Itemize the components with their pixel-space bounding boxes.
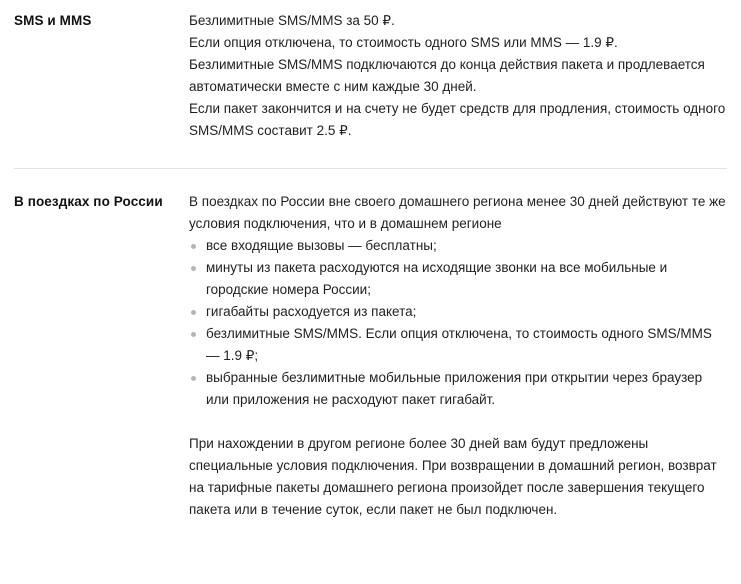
section-title-travel-russia: В поездках по России bbox=[14, 194, 163, 209]
paragraph: Если пакет закончится и на счету не будет средств для продления, стоимость одного SMS/MMS составит 2.5 ₽. bbox=[189, 101, 726, 138]
list-item: выбранные безлимитные мобильные приложения при открытии через браузер или приложения не расходуют пакет гигабайт. bbox=[189, 367, 727, 411]
conditions-list bbox=[189, 235, 727, 411]
section-body-travel-russia bbox=[189, 191, 727, 521]
section-sms-mms bbox=[14, 10, 727, 142]
paragraph: Если опция отключена, то стоимость одного SMS или MMS — 1.9 ₽. bbox=[189, 35, 618, 50]
paragraph-intro: В поездках по России вне своего домашнего региона менее 30 дней действуют те же условия подключения, что и в домашнем регионе bbox=[189, 194, 726, 231]
section-divider bbox=[14, 168, 727, 169]
section-title-sms-mms: SMS и MMS bbox=[14, 13, 92, 28]
list-item: минуты из пакета расходуются на исходящие звонки на все мобильные и городские номера России; bbox=[189, 257, 727, 301]
list-item: гигабайты расходуется из пакета; bbox=[189, 301, 727, 323]
paragraph: Безлимитные SMS/MMS за 50 ₽. bbox=[189, 13, 395, 28]
paragraph-outro: При нахождении в другом регионе более 30 дней вам будут предложены специальные условия подключения. При возвращении в домашний регион, возврат на тарифные пакеты домашнего региона произойдет после завершения текущего пакета или в течение суток, если пакет не был подключен. bbox=[189, 436, 717, 517]
section-travel-russia bbox=[14, 191, 727, 521]
paragraph: Безлимитные SMS/MMS подключаются до конца действия пакета и продлевается автоматически вместе с ним каждые 30 дней. bbox=[189, 57, 705, 94]
list-item: безлимитные SMS/MMS. Если опция отключена, то стоимость одного SMS/MMS — 1.9 ₽; bbox=[189, 323, 727, 367]
section-body-sms-mms bbox=[189, 10, 727, 142]
list-item: все входящие вызовы — бесплатны; bbox=[189, 235, 727, 257]
